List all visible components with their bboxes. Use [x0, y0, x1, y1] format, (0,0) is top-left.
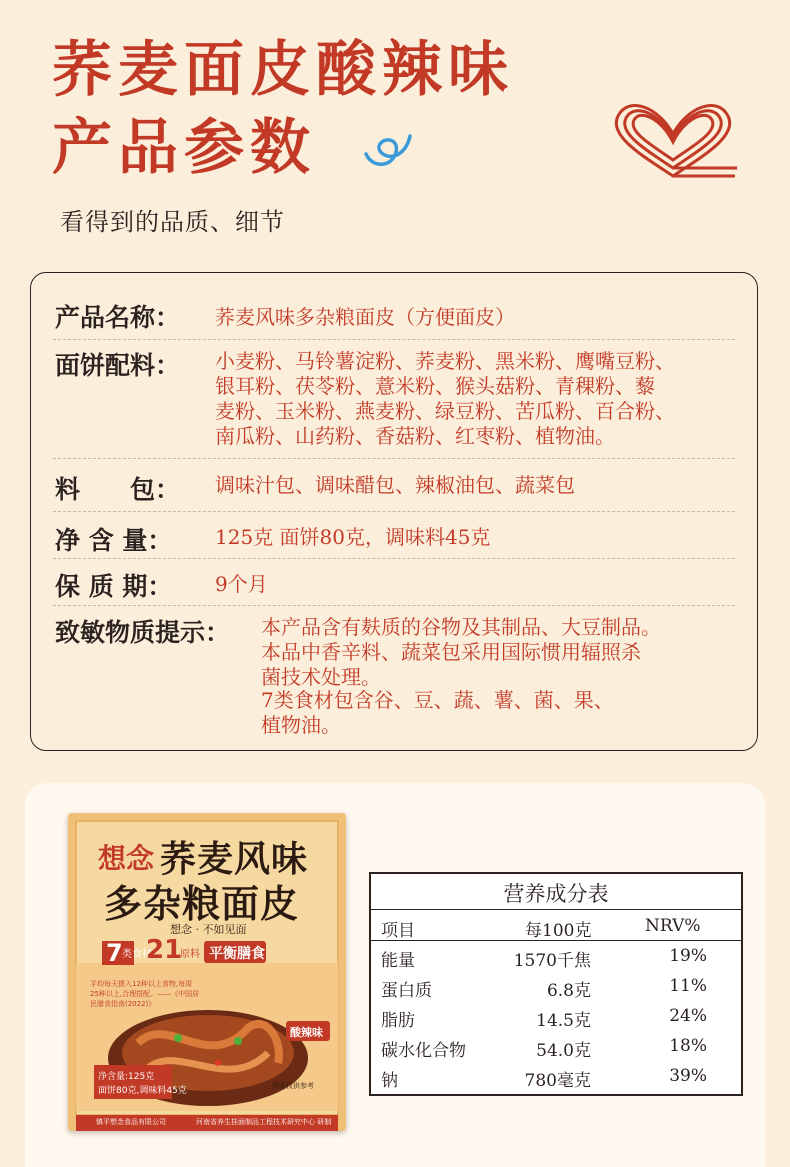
header-nrv: NRV% — [645, 916, 701, 936]
allergen-line: 本品中香辛料、蔬菜包采用国际惯用辐照杀 — [261, 640, 641, 664]
nutrient-nrv: 24% — [669, 1006, 707, 1026]
package-net-line2: 面饼80克,调味料45克 — [98, 1086, 187, 1096]
package-slogan: 想念 · 不如见面 — [170, 923, 247, 936]
package-net-line1: 净含量:125克 — [98, 1072, 155, 1082]
allergen-line: 植物油。 — [261, 713, 341, 737]
tagline: 看得到的品质、细节 — [60, 208, 285, 236]
flavor-badge: 酸辣味 — [290, 1026, 323, 1039]
image-reference-note: 图案仅供参考 — [272, 1082, 314, 1090]
nutrient-amount: 14.5克 — [536, 1011, 591, 1031]
header-item: 项目 — [381, 921, 415, 941]
divider — [53, 458, 735, 459]
ingredients-line: 麦粉、玉米粉、燕麦粉、绿豆粉、苦瓜粉、百合粉、 — [215, 399, 675, 423]
page-title: 荞麦面皮酸辣味 — [52, 35, 514, 105]
table-rule — [371, 909, 741, 910]
nutrient-amount: 780毫克 — [524, 1071, 591, 1091]
packets-value: 调味汁包、调味醋包、辣椒油包、蔬菜包 — [215, 473, 575, 497]
nutrient-nrv: 39% — [669, 1066, 707, 1086]
table-rule — [371, 940, 741, 941]
ingredients-label: 面饼配料： — [55, 351, 181, 380]
divider — [53, 511, 735, 512]
badge-7-label: 类食材 — [122, 949, 152, 960]
ingredients-line: 南瓜粉、山药粉、香菇粉、红枣粉、植物油。 — [215, 424, 615, 448]
package-name-line2: 多杂粮面皮 — [104, 882, 300, 926]
badge-21-label: 原料 — [180, 949, 200, 960]
allergen-line: 本产品含有麸质的谷物及其制品、大豆制品。 — [261, 615, 661, 639]
allergen-label: 致敏物质提示： — [55, 618, 231, 647]
noodle-knot-icon — [603, 96, 743, 186]
diet-guide-note: 平均每天摄入12种以上食物,每周25种以上,合理搭配。——《中国居民膳食指南(2022)》 — [90, 980, 200, 1008]
allergen-line: 菌技术处理。 — [261, 665, 381, 689]
nutrient-name: 碳水化合物 — [381, 1041, 466, 1061]
product-package-image — [68, 813, 346, 1131]
divider — [53, 605, 735, 606]
shelf-life-label: 保 质 期： — [55, 572, 173, 601]
nutrient-name: 能量 — [381, 951, 415, 971]
allergen-line: 7类食材包含谷、豆、蔬、薯、菌、果、 — [261, 688, 614, 712]
nutrient-name: 脂肪 — [381, 1011, 415, 1031]
product-name-label: 产品名称： — [55, 303, 181, 332]
page-subtitle: 产品参数 — [52, 113, 316, 183]
nutrient-amount: 54.0克 — [536, 1041, 591, 1061]
divider — [53, 339, 735, 340]
package-institute: 河南省养生挂面制品工程技术研究中心 研制 — [196, 1118, 332, 1126]
nutrient-name: 蛋白质 — [381, 981, 432, 1001]
ingredients-line: 银耳粉、茯苓粉、薏米粉、猴头菇粉、青稞粉、藜 — [215, 374, 655, 398]
badge-21-number: 21 — [146, 935, 183, 965]
ingredients-line: 小麦粉、马铃薯淀粉、荞麦粉、黑米粉、鹰嘴豆粉、 — [215, 349, 675, 373]
nutrition-table-title: 营养成分表 — [503, 882, 609, 906]
nutrient-amount: 1570千焦 — [513, 951, 591, 971]
balanced-diet-badge: 平衡膳食 — [209, 946, 265, 962]
net-content-value: 125克 面饼80克，调味料45克 — [215, 525, 491, 549]
package-company: 镇平想念食品有限公司 — [96, 1118, 166, 1126]
nutrient-nrv: 19% — [669, 946, 707, 966]
net-content-label: 净 含 量： — [55, 526, 173, 555]
nutrition-facts-table — [369, 872, 743, 1096]
package-name-line1: 荞麦风味 — [160, 839, 309, 880]
divider — [53, 558, 735, 559]
product-name-value: 荞麦风味多杂粮面皮（方便面皮） — [215, 305, 515, 329]
product-parameters-panel — [30, 272, 758, 751]
packets-label: 料 包： — [55, 475, 181, 504]
shelf-life-value: 9个月 — [215, 572, 268, 596]
nutrient-nrv: 18% — [669, 1036, 707, 1056]
nutrient-name: 钠 — [381, 1071, 398, 1091]
nutrient-nrv: 11% — [669, 976, 707, 996]
package-brand: 想念 — [98, 842, 155, 875]
header-per-100g: 每100克 — [525, 921, 592, 941]
badge-7-number: 7 — [106, 939, 123, 967]
swirl-decoration-icon — [362, 128, 414, 174]
nutrient-amount: 6.8克 — [546, 981, 591, 1001]
